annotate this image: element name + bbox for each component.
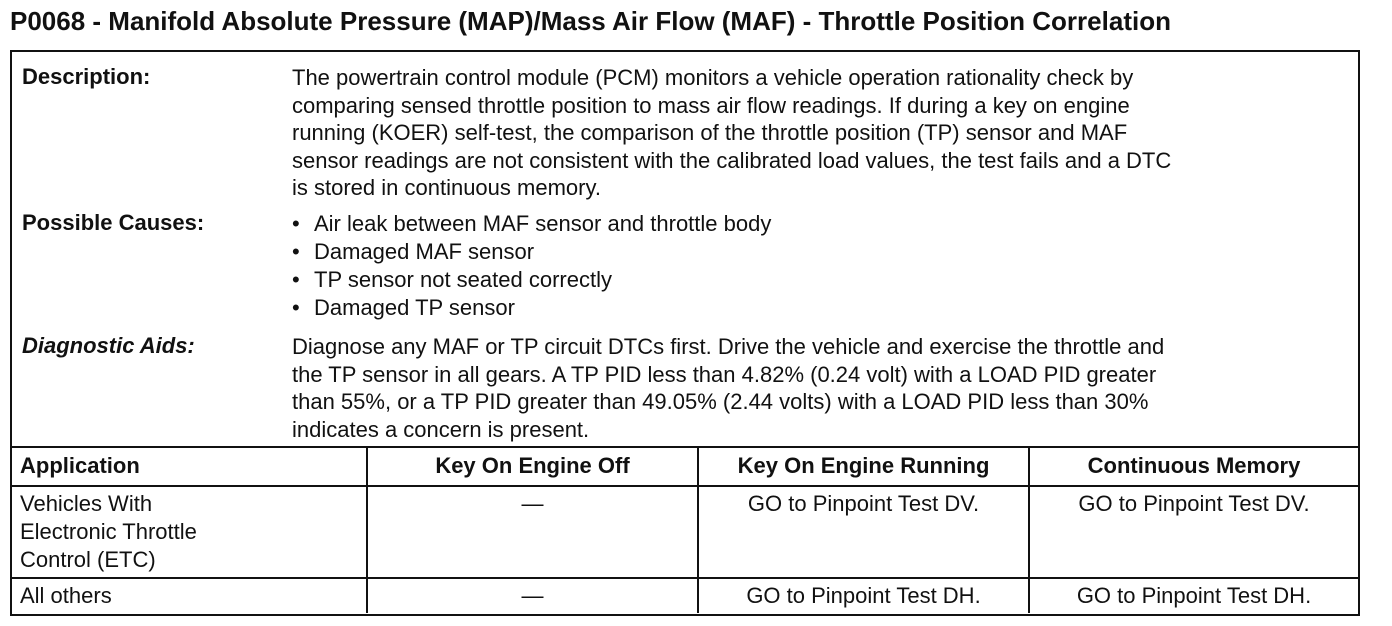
- cause-text: Damaged TP sensor: [314, 295, 515, 320]
- application-table: [12, 448, 1358, 613]
- cause-text: Damaged MAF sensor: [314, 239, 535, 264]
- koer-value: GO to Pinpoint Test DH.: [746, 583, 981, 608]
- koer-value: GO to Pinpoint Test DV.: [747, 491, 980, 516]
- possible-causes-label: Possible Causes:: [22, 210, 205, 235]
- cell-koeo: [367, 486, 698, 578]
- description-line: running (KOER) self-test, the comparison of the throttle position (TP) sensor and MAF: [292, 120, 1128, 145]
- cause-text: TP sensor not seated correctly: [314, 267, 612, 292]
- description-text: [292, 64, 1342, 202]
- cm-value: GO to Pinpoint Test DV.: [1078, 491, 1310, 516]
- header-koeo: Key On Engine Off: [367, 448, 698, 486]
- header-continuous-memory: Continuous Memory: [1029, 448, 1358, 486]
- aids-line: indicates a concern is present.: [292, 416, 590, 442]
- cell-application: [12, 578, 367, 613]
- description-line: comparing sensed throttle position to mass air flow readings. If during a key on engine: [292, 92, 1130, 118]
- dtc-info-frame: [10, 50, 1360, 616]
- cell-koer: [698, 578, 1029, 613]
- cell-continuous-memory: [1029, 486, 1358, 578]
- aids-line: the TP sensor in all gears. A TP PID less than 4.82% (0.24 volt) with a LOAD PID greater: [292, 361, 1157, 387]
- application-line: Control (ETC): [20, 547, 156, 572]
- cause-item: • TP sensor not seated correctly: [292, 267, 612, 292]
- koeo-value: —: [521, 491, 544, 516]
- aids-line: than 55%, or a TP PID greater than 49.05% (2.44 volts) with a LOAD PID less than 30%: [292, 389, 1149, 414]
- description-line: sensor readings are not consistent with the calibrated load values, the test fails and a DTC: [292, 147, 1172, 173]
- cause-text: Air leak between MAF sensor and throttle body: [314, 211, 772, 236]
- cell-koer: [698, 486, 1029, 578]
- table-row: [12, 486, 1358, 578]
- application-line: All others: [20, 583, 112, 608]
- cause-item: • Damaged TP sensor: [292, 295, 515, 320]
- header-application: Application: [12, 448, 367, 486]
- cause-item: • Damaged MAF sensor: [292, 239, 535, 264]
- application-line: Vehicles With: [20, 491, 153, 516]
- cell-continuous-memory: [1029, 578, 1358, 613]
- description-line: is stored in continuous memory.: [292, 175, 601, 200]
- cell-application: [12, 486, 367, 578]
- koeo-value: —: [521, 583, 544, 608]
- cm-value: GO to Pinpoint Test DH.: [1076, 583, 1312, 608]
- header-koer: Key On Engine Running: [698, 448, 1029, 486]
- description-label: Description:: [22, 64, 151, 89]
- aids-line: Diagnose any MAF or TP circuit DTCs first. Drive the vehicle and exercise the throttle and: [292, 334, 1165, 359]
- application-table-wrap: [12, 446, 1358, 613]
- diagnostic-aids-label: Diagnostic Aids:: [22, 333, 195, 358]
- application-line: Electronic Throttle: [20, 519, 197, 544]
- table-row: [12, 578, 1358, 613]
- description-line: The powertrain control module (PCM) monitors a vehicle operation rationality check by: [292, 65, 1134, 90]
- diagnostic-aids-text: [292, 333, 1342, 443]
- page-title: P0068 - Manifold Absolute Pressure (MAP)/Mass Air Flow (MAF) - Throttle Position Correlation: [10, 6, 1171, 36]
- cell-koeo: [367, 578, 698, 613]
- possible-causes-list: [292, 210, 1342, 322]
- info-section: [12, 52, 1358, 447]
- cause-item: • Air leak between MAF sensor and throttle body: [292, 211, 772, 236]
- table-header-row: [12, 448, 1358, 486]
